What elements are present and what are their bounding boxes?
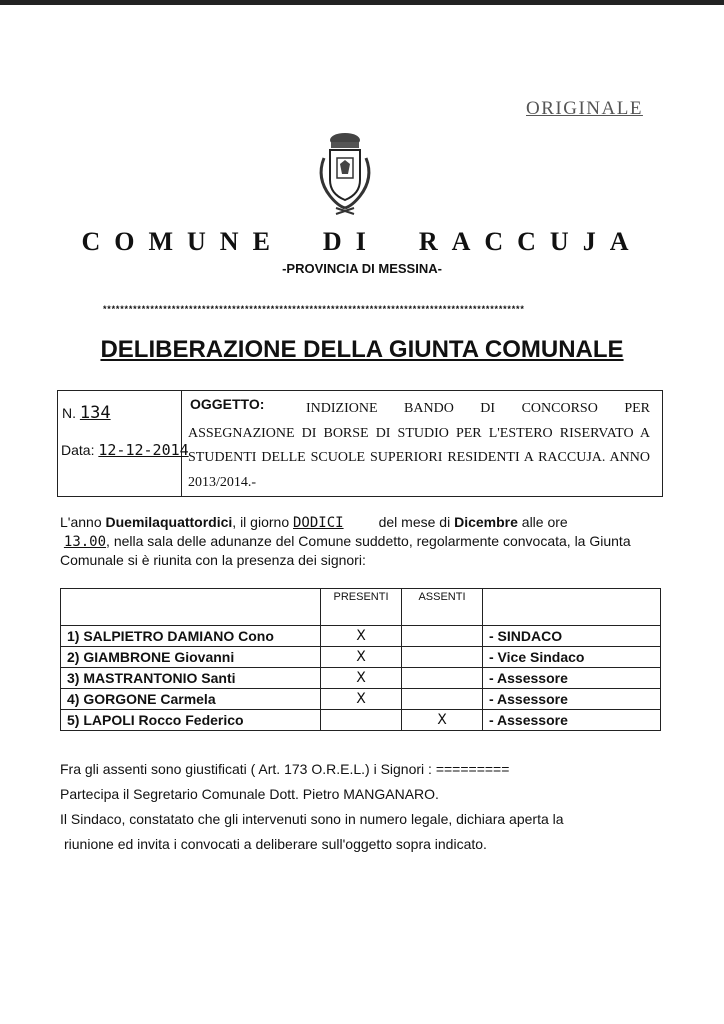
member-role: - Assessore xyxy=(483,710,661,731)
delibera-header-box xyxy=(57,390,663,497)
header-empty-cell xyxy=(61,589,321,626)
presente-mark xyxy=(321,710,402,731)
riunione-line: riunione ed invita i convocati a deliberare sull'oggetto sopra indicato. xyxy=(64,836,487,852)
table-row xyxy=(61,626,661,647)
assenti-header: ASSENTI xyxy=(402,589,483,626)
presente-mark: X xyxy=(321,626,402,647)
oggetto-text: INDIZIONE BANDO DI CONCORSO PER ASSEGNAZIONE DI BORSE DI STUDIO PER L'ESTERO RISERVATO A STUDENTI DELLE SCUOLE SUPERIORI RESIDENTI A RACCUJA. ANNO 2013/2014.- xyxy=(188,401,650,490)
delibera-number: N. 134 xyxy=(62,403,111,423)
assente-mark xyxy=(402,626,483,647)
header-empty-cell xyxy=(483,589,661,626)
table-row xyxy=(61,710,661,731)
assente-mark xyxy=(402,668,483,689)
assente-mark xyxy=(402,689,483,710)
segretario-line: Partecipa il Segretario Comunale Dott. Pietro MANGANARO. xyxy=(60,786,439,802)
delibera-date: Data: 12-12-2014 xyxy=(61,441,189,459)
member-name: 2) GIAMBRONE Giovanni xyxy=(61,647,321,668)
member-name: 5) LAPOLI Rocco Federico xyxy=(61,710,321,731)
attendance-table xyxy=(60,588,661,731)
attendance-header-row xyxy=(61,589,661,626)
presente-mark: X xyxy=(321,668,402,689)
coat-of-arms-icon xyxy=(310,128,380,220)
member-name: 4) GORGONE Carmela xyxy=(61,689,321,710)
member-role: - Vice Sindaco xyxy=(483,647,661,668)
intro-paragraph: L'anno Duemilaquattordici, il giorno DODICI del mese di Dicembre alle ore 13.00, nella sala delle adunanze del Comune suddetto, regolarmente convocata, la Giunta Comunale si è riunita con la presenza dei signori: xyxy=(60,514,631,568)
member-role: - Assessore xyxy=(483,668,661,689)
table-row xyxy=(61,689,661,710)
member-role: - SINDACO xyxy=(483,626,661,647)
presente-mark: X xyxy=(321,647,402,668)
sindaco-line: Il Sindaco, constatato che gli intervenuti sono in numero legale, dichiara aperta la xyxy=(60,811,564,827)
asterisk-separator: ************************************************************************************************** xyxy=(103,304,525,314)
oggetto-label: OGGETTO: xyxy=(190,396,265,412)
table-row xyxy=(61,668,661,689)
provincia-subtitle: -PROVINCIA DI MESSINA- xyxy=(282,261,442,276)
assenti-giustificati: Fra gli assenti sono giustificati ( Art. 173 O.R.E.L.) i Signori : ========= xyxy=(60,761,510,777)
table-row xyxy=(61,647,661,668)
assente-mark: X xyxy=(402,710,483,731)
page-title: DELIBERAZIONE DELLA GIUNTA COMUNALE xyxy=(100,336,624,363)
member-name: 3) MASTRANTONIO Santi xyxy=(61,668,321,689)
member-name: 1) SALPIETRO DAMIANO Cono xyxy=(61,626,321,647)
presente-mark: X xyxy=(321,689,402,710)
member-role: - Assessore xyxy=(483,689,661,710)
top-border-line xyxy=(0,0,724,5)
assente-mark xyxy=(402,647,483,668)
presenti-header: PRESENTI xyxy=(321,589,402,626)
comune-heading: COMUNE DI RACCUJA xyxy=(81,227,643,256)
originale-stamp: ORIGINALE xyxy=(526,98,643,119)
